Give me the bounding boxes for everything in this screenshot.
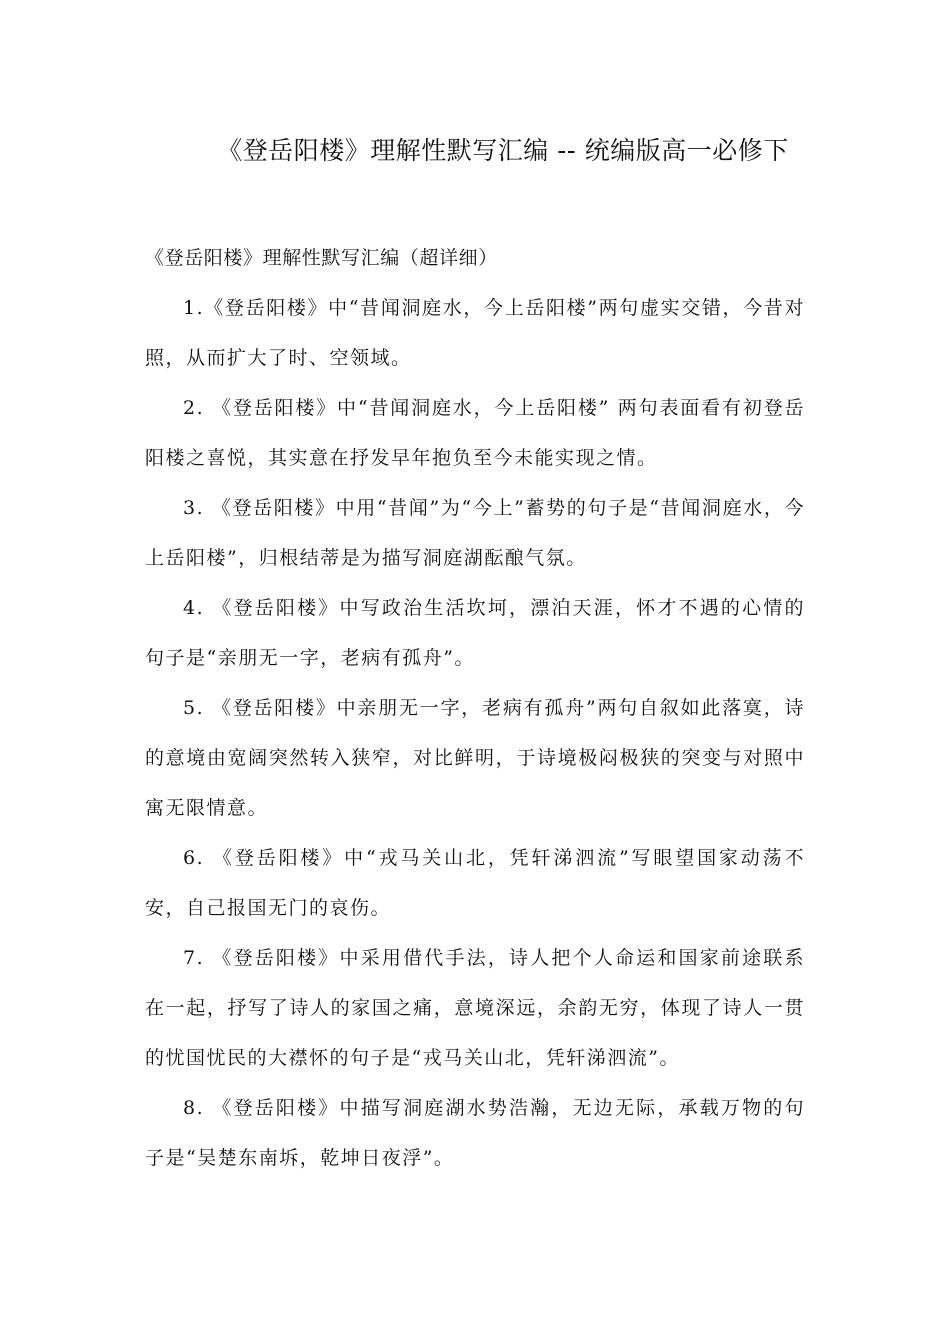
- list-item: 6. 《登岳阳楼》中“戎马关山北，凭轩涕泗流”写眼望国家动荡不安，自己报国无门的哀伤。: [145, 847, 805, 919]
- list-item: 4. 《登岳阳楼》中写政治生活坎坷，漂泊天涯，怀才不遇的心情的句子是“亲朋无一字，老病有孤舟”。: [145, 597, 805, 669]
- document-body: [145, 233, 805, 1183]
- list-item: 3. 《登岳阳楼》中用“昔闻”为“今上”蓄势的句子是“昔闻洞庭水，今上岳阳楼”，归根结蒂是为描写洞庭湖酝酿气氛。: [145, 497, 805, 569]
- document-subtitle: 《登岳阳楼》理解性默写汇编（超详细）: [145, 247, 498, 269]
- list-item: 1.《登岳阳楼》中“昔闻洞庭水，今上岳阳楼”两句虚实交错，今昔对照，从而扩大了时、空领域。: [145, 297, 805, 369]
- list-item: 5. 《登岳阳楼》中亲朋无一字，老病有孤舟”两句自叙如此落寞，诗的意境由宽阔突然转入狭窄，对比鲜明，于诗境极闷极狭的突变与对照中寓无限情意。: [145, 697, 805, 819]
- list-item: 8. 《登岳阳楼》中描写洞庭湖水势浩瀚，无边无际，承载万物的句子是“吴楚东南坼，乾坤日夜浮”。: [145, 1097, 805, 1169]
- list-item: 7. 《登岳阳楼》中采用借代手法，诗人把个人命运和国家前途联系在一起，抒写了诗人的家国之痛，意境深远，余韵无穷，体现了诗人一贯的忧国忧民的大襟怀的句子是“戎马关山北，凭轩涕泗流”。: [145, 947, 805, 1069]
- document-title: 《登岳阳楼》理解性默写汇编 -- 统编版高一必修下: [217, 136, 789, 165]
- list-item: 2. 《登岳阳楼》中“昔闻洞庭水，今上岳阳楼” 两句表面看有初登岳阳楼之喜悦，其实意在抒发早年抱负至今未能实现之情。: [145, 397, 805, 469]
